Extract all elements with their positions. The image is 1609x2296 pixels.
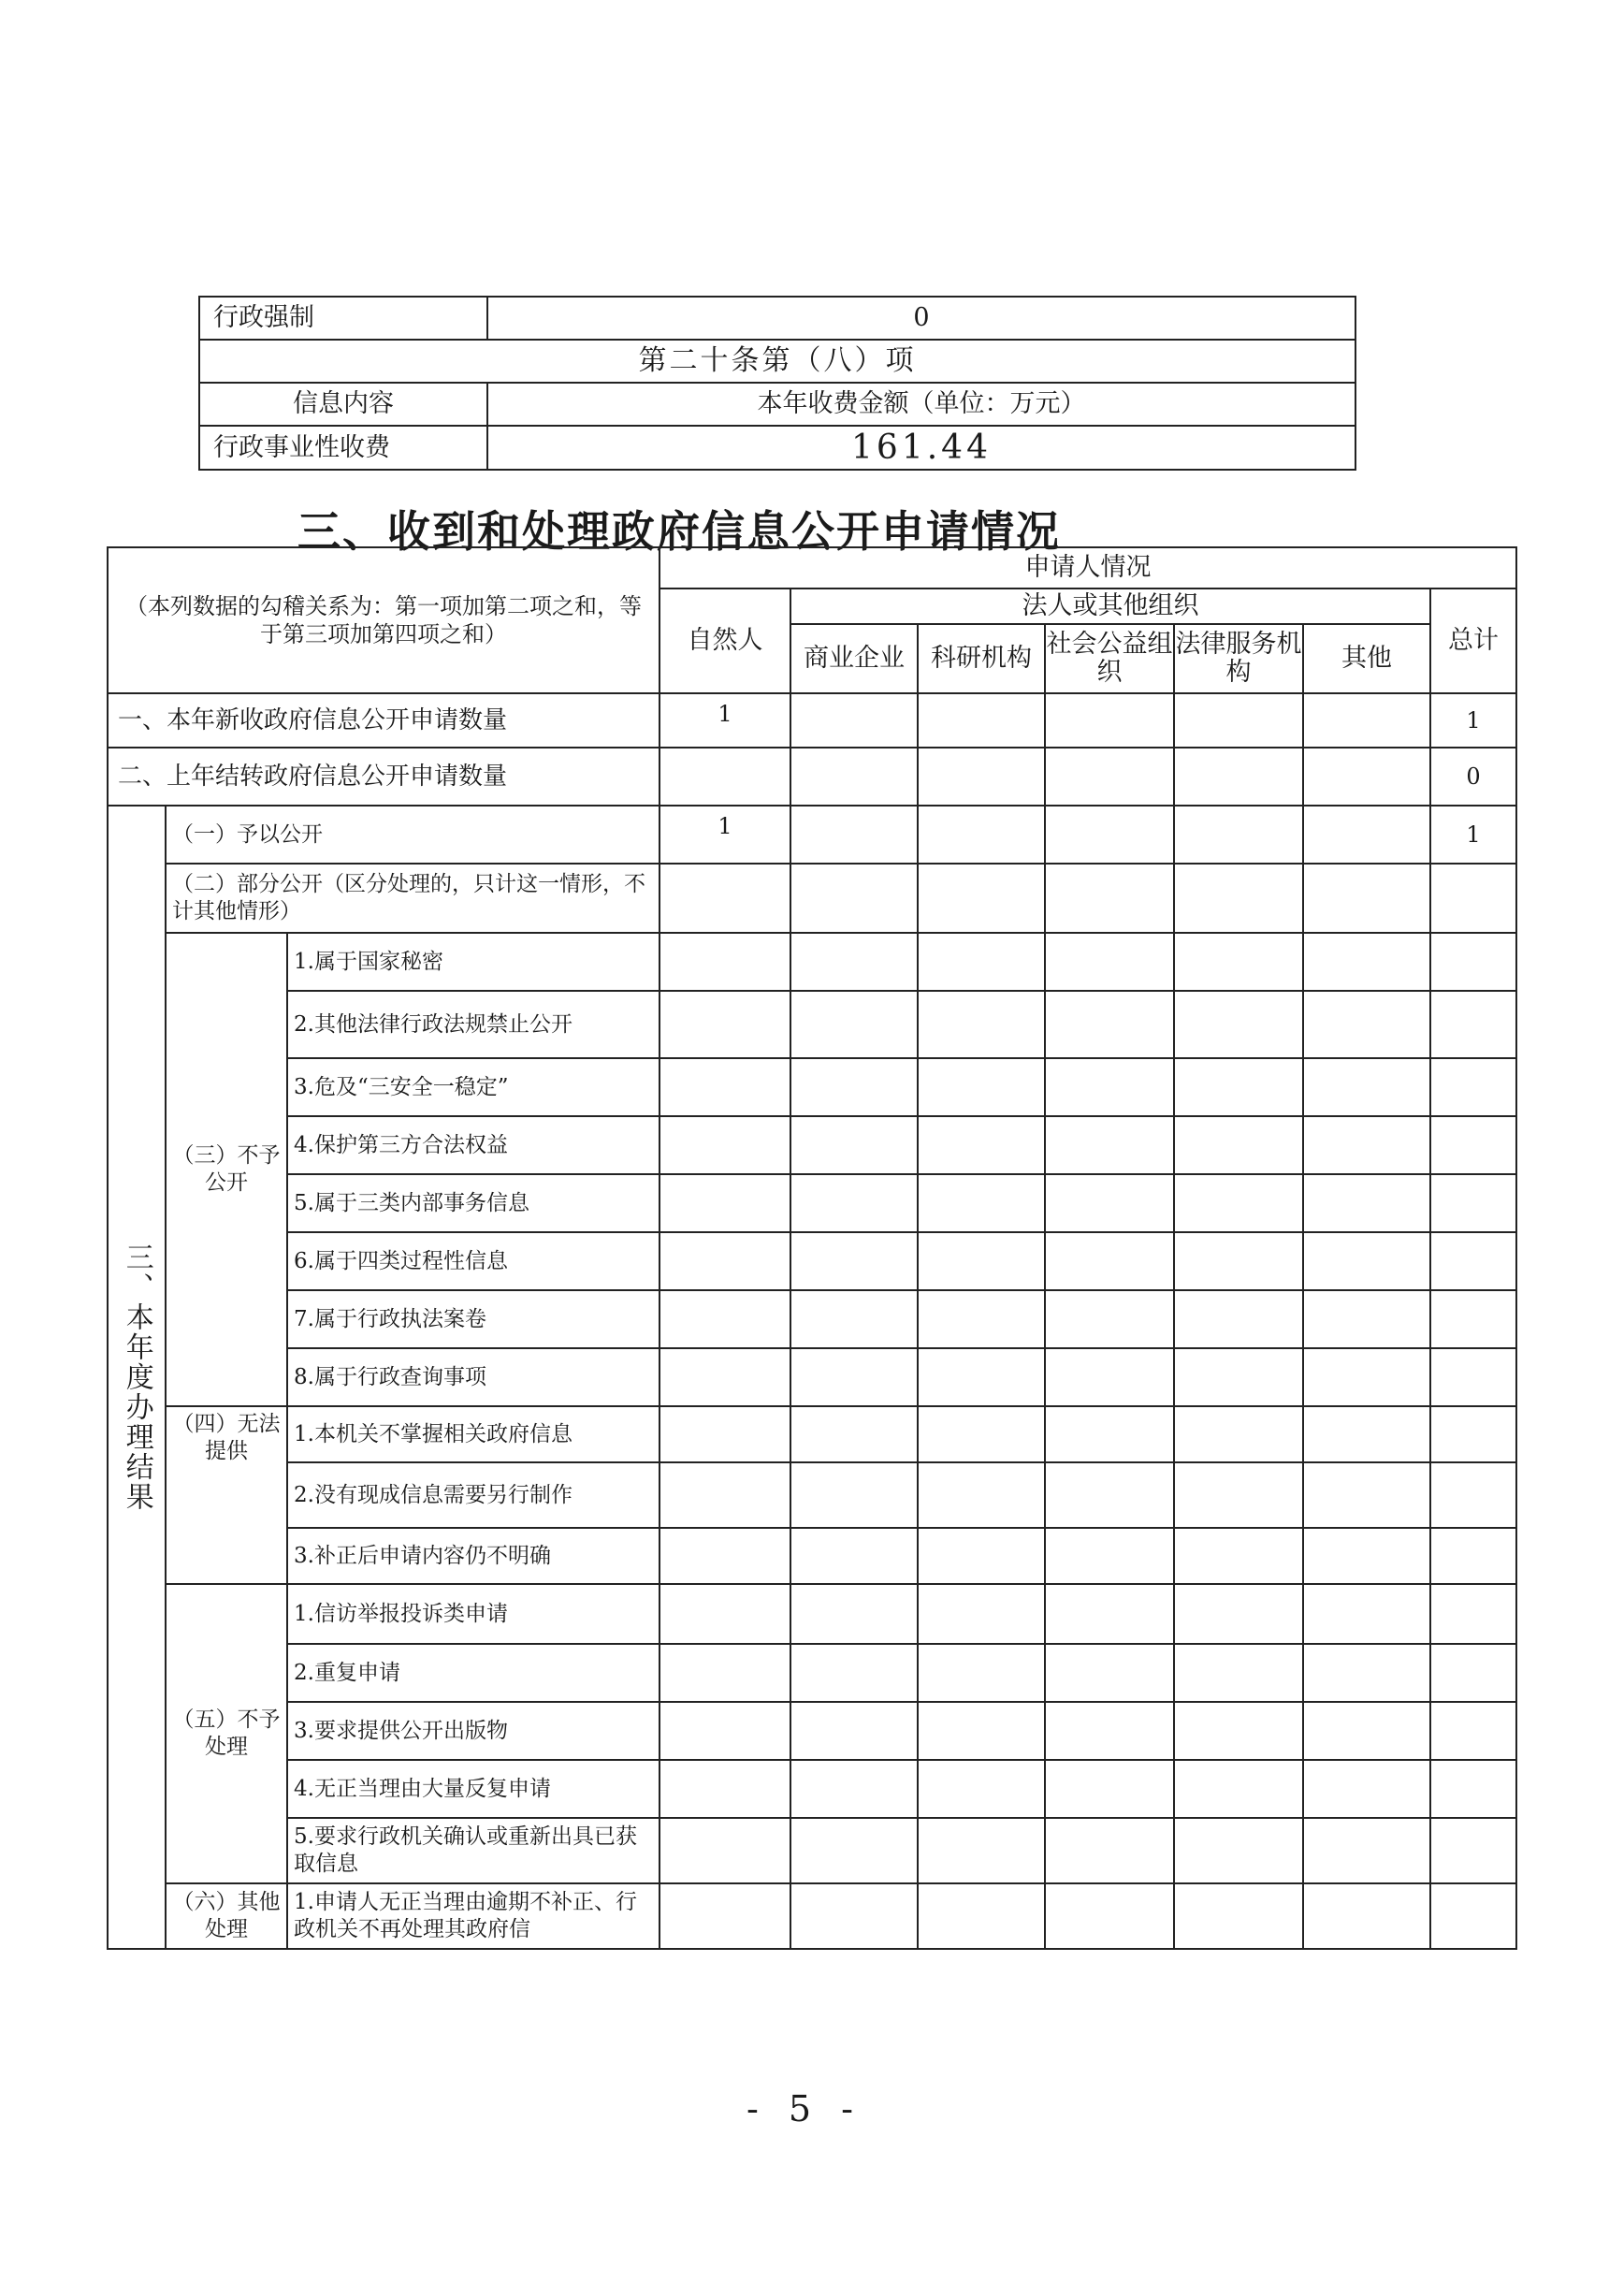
empty-cell bbox=[1174, 1584, 1303, 1644]
empty-cell bbox=[1045, 1116, 1174, 1174]
empty-cell bbox=[790, 1406, 918, 1462]
g3-item: 3.危及“三安全一稳定” bbox=[287, 1058, 660, 1116]
empty-cell bbox=[660, 1702, 790, 1760]
empty-cell bbox=[1045, 1644, 1174, 1702]
empty-cell bbox=[1303, 1584, 1430, 1644]
empty-cell bbox=[660, 1818, 790, 1883]
empty-cell bbox=[1303, 1760, 1430, 1818]
g5-label: （五）不予处理 bbox=[166, 1584, 287, 1883]
empty-cell bbox=[1045, 1406, 1174, 1462]
empty-cell bbox=[1045, 1290, 1174, 1348]
empty-cell bbox=[918, 1058, 1045, 1116]
empty-cell bbox=[1430, 1174, 1516, 1232]
empty-cell bbox=[918, 1348, 1045, 1406]
row-new-label: 一、本年新收政府信息公开申请数量 bbox=[108, 693, 660, 748]
g5-item: 2.重复申请 bbox=[287, 1644, 660, 1702]
empty-cell bbox=[1303, 806, 1430, 864]
carry-total-value: 0 bbox=[1430, 748, 1516, 806]
empty-cell bbox=[1430, 1528, 1516, 1584]
empty-cell bbox=[660, 1174, 790, 1232]
empty-cell bbox=[790, 1702, 918, 1760]
empty-cell bbox=[790, 1462, 918, 1528]
empty-cell bbox=[1174, 1174, 1303, 1232]
empty-cell bbox=[1430, 1584, 1516, 1644]
empty-cell bbox=[1430, 1290, 1516, 1348]
empty-cell bbox=[660, 1644, 790, 1702]
empty-cell bbox=[790, 1644, 918, 1702]
col-other: 其他 bbox=[1303, 624, 1430, 693]
empty-cell bbox=[1430, 1644, 1516, 1702]
empty-cell bbox=[1174, 1290, 1303, 1348]
empty-cell bbox=[660, 1528, 790, 1584]
new-natural-value: 1 bbox=[660, 693, 790, 748]
empty-cell bbox=[790, 1584, 918, 1644]
r1-label: （一）予以公开 bbox=[166, 806, 660, 864]
empty-cell bbox=[1174, 1116, 1303, 1174]
empty-cell bbox=[1045, 693, 1174, 748]
empty-cell bbox=[790, 991, 918, 1058]
empty-cell bbox=[1303, 1290, 1430, 1348]
empty-cell bbox=[1045, 991, 1174, 1058]
g3-item: 1.属于国家秘密 bbox=[287, 933, 660, 991]
empty-cell bbox=[1174, 1058, 1303, 1116]
empty-cell bbox=[1303, 1644, 1430, 1702]
empty-cell bbox=[660, 991, 790, 1058]
g4-label: （四）无法提供 bbox=[166, 1406, 287, 1584]
empty-cell bbox=[1303, 1348, 1430, 1406]
row-label: 行政强制 bbox=[199, 297, 487, 340]
empty-cell bbox=[1174, 933, 1303, 991]
empty-cell bbox=[790, 693, 918, 748]
empty-cell bbox=[1430, 1058, 1516, 1116]
col-research: 科研机构 bbox=[918, 624, 1045, 693]
empty-cell bbox=[918, 1702, 1045, 1760]
empty-cell bbox=[790, 806, 918, 864]
empty-cell bbox=[1174, 864, 1303, 933]
empty-cell bbox=[918, 1290, 1045, 1348]
empty-cell bbox=[1045, 1760, 1174, 1818]
empty-cell bbox=[1430, 1406, 1516, 1462]
empty-cell bbox=[1174, 1702, 1303, 1760]
empty-cell bbox=[790, 1348, 918, 1406]
empty-cell bbox=[1174, 806, 1303, 864]
empty-cell bbox=[1045, 1058, 1174, 1116]
g4-item: 2.没有现成信息需要另行制作 bbox=[287, 1462, 660, 1528]
empty-cell bbox=[1303, 1116, 1430, 1174]
g3-item: 8.属于行政查询事项 bbox=[287, 1348, 660, 1406]
empty-cell bbox=[1303, 1818, 1430, 1883]
empty-cell bbox=[1045, 933, 1174, 991]
page-number: - 5 - bbox=[746, 2088, 862, 2129]
empty-cell bbox=[790, 1818, 918, 1883]
empty-cell bbox=[790, 1760, 918, 1818]
group-result-label bbox=[108, 806, 166, 1949]
empty-cell bbox=[790, 748, 918, 806]
empty-cell bbox=[1303, 693, 1430, 748]
empty-cell bbox=[790, 864, 918, 933]
empty-cell bbox=[1045, 1174, 1174, 1232]
empty-cell bbox=[1045, 806, 1174, 864]
relation-note: （本列数据的勾稽关系为：第一项加第二项之和，等于第三项加第四项之和） bbox=[108, 547, 660, 693]
g5-item: 1.信访举报投诉类申请 bbox=[287, 1584, 660, 1644]
empty-cell bbox=[1430, 1702, 1516, 1760]
empty-cell bbox=[1045, 1348, 1174, 1406]
empty-cell bbox=[918, 1406, 1045, 1462]
empty-cell bbox=[1174, 748, 1303, 806]
empty-cell bbox=[1174, 1232, 1303, 1290]
empty-cell bbox=[660, 864, 790, 933]
empty-cell bbox=[918, 1760, 1045, 1818]
empty-cell bbox=[918, 748, 1045, 806]
empty-cell bbox=[918, 1174, 1045, 1232]
g6-item: 1.申请人无正当理由逾期不补正、行政机关不再处理其政府信 bbox=[287, 1883, 660, 1949]
empty-cell bbox=[1045, 1462, 1174, 1528]
empty-cell bbox=[1430, 1462, 1516, 1528]
empty-cell bbox=[918, 1644, 1045, 1702]
empty-cell bbox=[790, 1290, 918, 1348]
g3-item: 4.保护第三方合法权益 bbox=[287, 1116, 660, 1174]
empty-cell bbox=[918, 1116, 1045, 1174]
row-value: 0 bbox=[487, 297, 1355, 340]
empty-cell bbox=[918, 1584, 1045, 1644]
r1-total-value: 1 bbox=[1430, 806, 1516, 864]
application-table bbox=[107, 546, 1517, 1950]
empty-cell bbox=[660, 933, 790, 991]
empty-cell bbox=[1430, 1116, 1516, 1174]
empty-cell bbox=[660, 1116, 790, 1174]
empty-cell bbox=[918, 933, 1045, 991]
empty-cell bbox=[1174, 1818, 1303, 1883]
empty-cell bbox=[1303, 1883, 1430, 1949]
empty-cell bbox=[918, 864, 1045, 933]
empty-cell bbox=[918, 1818, 1045, 1883]
empty-cell bbox=[1430, 1232, 1516, 1290]
empty-cell bbox=[1303, 1058, 1430, 1116]
empty-cell bbox=[660, 748, 790, 806]
empty-cell bbox=[1045, 864, 1174, 933]
g5-item: 3.要求提供公开出版物 bbox=[287, 1702, 660, 1760]
r2-label: （二）部分公开（区分处理的，只计这一情形，不计其他情形） bbox=[166, 864, 660, 933]
empty-cell bbox=[918, 806, 1045, 864]
col-natural-person: 自然人 bbox=[660, 589, 790, 693]
empty-cell bbox=[1174, 991, 1303, 1058]
empty-cell bbox=[1174, 1644, 1303, 1702]
g3-item: 2.其他法律行政法规禁止公开 bbox=[287, 991, 660, 1058]
empty-cell bbox=[1430, 1818, 1516, 1883]
empty-cell bbox=[918, 1528, 1045, 1584]
empty-cell bbox=[1303, 933, 1430, 991]
empty-cell bbox=[1045, 1528, 1174, 1584]
col-total: 总计 bbox=[1430, 589, 1516, 693]
empty-cell bbox=[1303, 991, 1430, 1058]
applicant-header: 申请人情况 bbox=[660, 547, 1516, 589]
r1-natural-value: 1 bbox=[660, 806, 790, 864]
empty-cell bbox=[1045, 748, 1174, 806]
empty-cell bbox=[1174, 1760, 1303, 1818]
empty-cell bbox=[1303, 1406, 1430, 1462]
empty-cell bbox=[1303, 1174, 1430, 1232]
fee-table bbox=[198, 296, 1356, 471]
header-label: 信息内容 bbox=[199, 383, 487, 426]
empty-cell bbox=[790, 933, 918, 991]
empty-cell bbox=[918, 693, 1045, 748]
empty-cell bbox=[1430, 1348, 1516, 1406]
empty-cell bbox=[1303, 748, 1430, 806]
empty-cell bbox=[918, 1883, 1045, 1949]
empty-cell bbox=[660, 1290, 790, 1348]
empty-cell bbox=[1045, 1818, 1174, 1883]
empty-cell bbox=[660, 1883, 790, 1949]
legal-org-header: 法人或其他组织 bbox=[790, 589, 1430, 624]
empty-cell bbox=[1045, 1883, 1174, 1949]
empty-cell bbox=[918, 991, 1045, 1058]
row-carry-label: 二、上年结转政府信息公开申请数量 bbox=[108, 748, 660, 806]
empty-cell bbox=[790, 1528, 918, 1584]
empty-cell bbox=[1430, 933, 1516, 991]
g3-item: 7.属于行政执法案卷 bbox=[287, 1290, 660, 1348]
g3-label: （三）不予公开 bbox=[166, 933, 287, 1406]
new-total-value: 1 bbox=[1430, 693, 1516, 748]
g6-label: （六）其他处理 bbox=[166, 1883, 287, 1949]
g3-item: 6.属于四类过程性信息 bbox=[287, 1232, 660, 1290]
empty-cell bbox=[1045, 1232, 1174, 1290]
empty-cell bbox=[660, 1348, 790, 1406]
empty-cell bbox=[660, 1584, 790, 1644]
empty-cell bbox=[1174, 693, 1303, 748]
empty-cell bbox=[790, 1883, 918, 1949]
fee-label: 行政事业性收费 bbox=[199, 426, 487, 470]
empty-cell bbox=[790, 1174, 918, 1232]
empty-cell bbox=[660, 1406, 790, 1462]
empty-cell bbox=[1174, 1462, 1303, 1528]
g4-item: 1.本机关不掌握相关政府信息 bbox=[287, 1406, 660, 1462]
g4-item: 3.补正后申请内容仍不明确 bbox=[287, 1528, 660, 1584]
section-title: 三、收到和处理政府信息公开申请情况 bbox=[297, 506, 1061, 557]
empty-cell bbox=[790, 1232, 918, 1290]
empty-cell bbox=[660, 1760, 790, 1818]
group-result-text: 三、本年度办理结果 bbox=[120, 1242, 153, 1512]
empty-cell bbox=[1174, 1528, 1303, 1584]
col-social: 社会公益组织 bbox=[1045, 624, 1174, 693]
empty-cell bbox=[1303, 1702, 1430, 1760]
empty-cell bbox=[1430, 991, 1516, 1058]
empty-cell bbox=[1174, 1406, 1303, 1462]
col-legal: 法律服务机构 bbox=[1174, 624, 1303, 693]
empty-cell bbox=[660, 1462, 790, 1528]
header-value: 本年收费金额（单位：万元） bbox=[487, 383, 1355, 426]
empty-cell bbox=[1303, 864, 1430, 933]
empty-cell bbox=[1430, 864, 1516, 933]
empty-cell bbox=[1430, 1760, 1516, 1818]
g5-item: 4.无正当理由大量反复申请 bbox=[287, 1760, 660, 1818]
g3-item: 5.属于三类内部事务信息 bbox=[287, 1174, 660, 1232]
empty-cell bbox=[1303, 1528, 1430, 1584]
empty-cell bbox=[1303, 1462, 1430, 1528]
section-heading: 第二十条第（八）项 bbox=[199, 340, 1355, 383]
empty-cell bbox=[1045, 1584, 1174, 1644]
fee-amount: 161.44 bbox=[487, 426, 1355, 470]
empty-cell bbox=[1303, 1232, 1430, 1290]
col-business: 商业企业 bbox=[790, 624, 918, 693]
empty-cell bbox=[790, 1058, 918, 1116]
empty-cell bbox=[1045, 1702, 1174, 1760]
g5-item: 5.要求行政机关确认或重新出具已获取信息 bbox=[287, 1818, 660, 1883]
empty-cell bbox=[790, 1116, 918, 1174]
empty-cell bbox=[918, 1232, 1045, 1290]
empty-cell bbox=[660, 1232, 790, 1290]
empty-cell bbox=[1430, 1883, 1516, 1949]
empty-cell bbox=[1174, 1883, 1303, 1949]
empty-cell bbox=[1174, 1348, 1303, 1406]
empty-cell bbox=[918, 1462, 1045, 1528]
empty-cell bbox=[660, 1058, 790, 1116]
